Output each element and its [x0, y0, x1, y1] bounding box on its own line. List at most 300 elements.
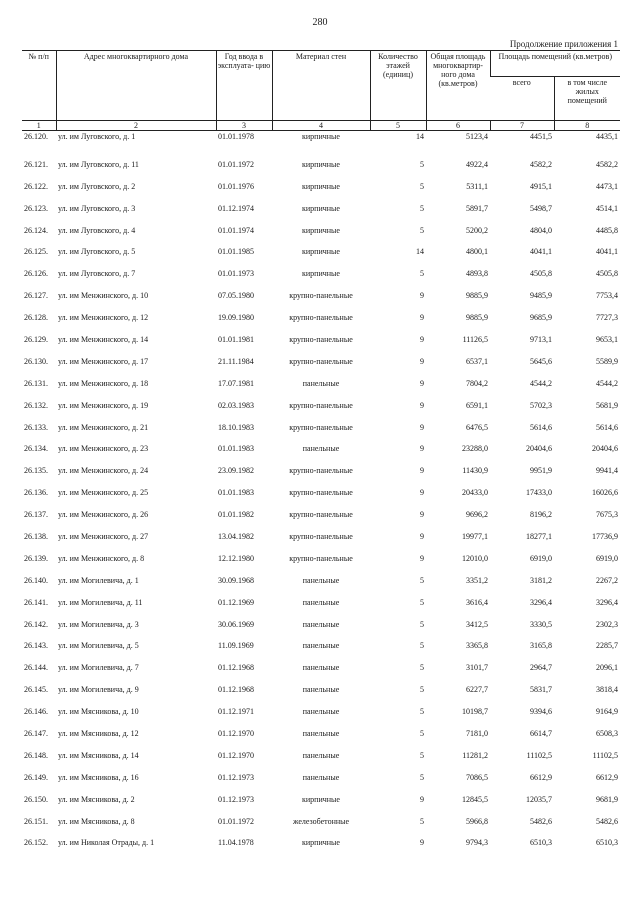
year-cell: 01.01.1981: [218, 334, 254, 344]
year-cell: 01.01.1983: [218, 488, 254, 498]
material-cell: крупно-панельные: [289, 400, 353, 410]
premises-residential-cell: 6508,3: [596, 728, 619, 738]
year-cell: 01.01.1978: [218, 132, 254, 141]
year-cell: 13.04.1982: [218, 531, 254, 541]
address-cell: ул. им Мясникова, д. 8: [58, 816, 135, 826]
premises-residential-cell: 9164,9: [596, 707, 619, 717]
premises-all-cell: 4915,1: [530, 181, 552, 191]
row-number: 26.128.: [24, 313, 48, 323]
header-floors: Количество этажей (единиц): [370, 51, 426, 121]
address-cell: ул. им Менжинского, д. 17: [58, 356, 149, 366]
premises-all-cell: 5498,7: [530, 203, 552, 213]
total-area-cell: 3351,2: [466, 575, 488, 585]
floors-cell: 5: [420, 728, 424, 738]
premises-all-cell: 6614,7: [530, 728, 552, 738]
address-cell: ул. им Луговского, д. 2: [58, 181, 136, 191]
row-number: 26.142.: [24, 619, 48, 629]
address-cell: ул. им Могилевича, д. 11: [58, 597, 143, 607]
address-cell: ул. им Луговского, д. 11: [58, 159, 139, 169]
header-num: № п/п: [22, 51, 56, 121]
row-number: 26.137.: [24, 510, 48, 520]
total-area-cell: 3101,7: [466, 663, 488, 673]
table-row: [22, 767, 620, 789]
floors-cell: 5: [420, 750, 424, 760]
total-area-cell: 5891,7: [466, 203, 488, 213]
floors-cell: 9: [420, 356, 424, 366]
table-row: [22, 307, 620, 329]
year-cell: 01.01.1983: [218, 444, 254, 454]
year-cell: 01.01.1982: [218, 510, 254, 520]
column-number: 6: [426, 121, 490, 131]
premises-residential-cell: 4505,8: [596, 269, 619, 279]
table-row: [22, 504, 620, 526]
premises-all-cell: 12035,7: [526, 794, 552, 804]
floors-cell: 5: [420, 269, 424, 279]
premises-residential-cell: 4041,1: [596, 247, 619, 257]
column-number: 3: [216, 121, 272, 131]
premises-residential-cell: 6919,0: [596, 553, 619, 563]
row-number: 26.147.: [24, 728, 48, 738]
total-area-cell: 5311,1: [466, 181, 488, 191]
table-row: [22, 417, 620, 439]
row-number: 26.125.: [24, 247, 48, 257]
table-row: [22, 241, 620, 263]
year-cell: 02.03.1983: [218, 400, 254, 410]
address-cell: ул. им Луговского, д. 3: [58, 203, 136, 213]
premises-all-cell: 9394,6: [530, 707, 552, 717]
address-cell: ул. им Луговского, д. 1: [58, 132, 136, 141]
year-cell: 01.12.1970: [218, 750, 254, 760]
apartment-buildings-table: [22, 50, 620, 854]
total-area-cell: 7804,2: [466, 378, 488, 388]
row-number: 26.151.: [24, 816, 48, 826]
row-number: 26.133.: [24, 422, 48, 432]
table-row: [22, 745, 620, 767]
material-cell: панельные: [302, 663, 340, 673]
total-area-cell: 9885,9: [466, 313, 488, 323]
address-cell: ул. им Менжинского, д. 24: [58, 466, 149, 476]
floors-cell: 9: [420, 378, 424, 388]
total-area-cell: 5123,4: [466, 132, 488, 141]
floors-cell: 14: [416, 132, 424, 141]
total-area-cell: 23288,0: [462, 444, 488, 454]
year-cell: 01.12.1970: [218, 728, 254, 738]
row-number: 26.130.: [24, 356, 48, 366]
premises-residential-cell: 5614,6: [596, 422, 619, 432]
total-area-cell: 7086,5: [466, 772, 488, 782]
address-cell: ул. им Мясникова, д. 12: [58, 728, 139, 738]
floors-cell: 9: [420, 313, 424, 323]
row-number: 26.136.: [24, 488, 48, 498]
table-row: [22, 526, 620, 548]
premises-residential-cell: 5589,9: [596, 356, 619, 366]
material-cell: крупно-панельные: [289, 553, 353, 563]
premises-residential-cell: 7753,4: [596, 291, 619, 301]
premises-all-cell: 9713,1: [530, 334, 552, 344]
year-cell: 01.01.1976: [218, 181, 254, 191]
table-row: [22, 198, 620, 220]
floors-cell: 9: [420, 838, 424, 848]
address-cell: ул. им Мясникова, д. 16: [58, 772, 139, 782]
floors-cell: 5: [420, 225, 424, 235]
row-number: 26.138.: [24, 531, 48, 541]
material-cell: кирпичные: [302, 247, 340, 257]
material-cell: крупно-панельные: [289, 510, 353, 520]
address-cell: ул. им Могилевича, д. 3: [58, 619, 139, 629]
floors-cell: 5: [420, 619, 424, 629]
premises-residential-cell: 2096,1: [596, 663, 619, 673]
floors-cell: 5: [420, 575, 424, 585]
premises-all-cell: 9485,9: [530, 291, 552, 301]
address-cell: ул. им Могилевича, д. 9: [58, 685, 139, 695]
year-cell: 11.09.1969: [218, 641, 254, 651]
address-cell: ул. им Мясникова, д. 10: [58, 707, 139, 717]
row-number: 26.139.: [24, 553, 48, 563]
total-area-cell: 3365,8: [466, 641, 488, 651]
premises-all-cell: 9685,9: [530, 313, 552, 323]
total-area-cell: 4800,1: [466, 247, 488, 257]
premises-residential-cell: 9941,4: [596, 466, 619, 476]
year-cell: 01.01.1974: [218, 225, 254, 235]
total-area-cell: 11126,5: [462, 334, 488, 344]
table-row: [22, 460, 620, 482]
table-row: [22, 811, 620, 833]
total-area-cell: 9885,9: [466, 291, 488, 301]
address-cell: ул. им Менжинского, д. 23: [58, 444, 149, 454]
address-cell: ул. им Менжинского, д. 19: [58, 400, 149, 410]
row-number: 26.148.: [24, 750, 48, 760]
row-number: 26.122.: [24, 181, 48, 191]
floors-cell: 5: [420, 663, 424, 673]
premises-all-cell: 4505,8: [530, 269, 552, 279]
premises-residential-cell: 16026,6: [592, 488, 619, 498]
material-cell: кирпичные: [302, 159, 340, 169]
total-area-cell: 20433,0: [462, 488, 488, 498]
premises-residential-cell: 5482,6: [596, 816, 619, 826]
total-area-cell: 9696,2: [466, 510, 488, 520]
table-row: [22, 614, 620, 636]
address-cell: ул. им Менжинского, д. 27: [58, 531, 149, 541]
premises-all-cell: 3296,4: [530, 597, 552, 607]
row-number: 26.140.: [24, 575, 48, 585]
row-number: 26.123.: [24, 203, 48, 213]
premises-residential-cell: 4435,1: [596, 132, 619, 141]
year-cell: 01.12.1973: [218, 772, 254, 782]
total-area-cell: 9794,3: [466, 838, 488, 848]
year-cell: 01.12.1969: [218, 597, 254, 607]
year-cell: 07.05.1980: [218, 291, 254, 301]
floors-cell: 9: [420, 400, 424, 410]
material-cell: панельные: [302, 619, 340, 629]
floors-cell: 9: [420, 466, 424, 476]
row-number: 26.129.: [24, 334, 48, 344]
premises-all-cell: 5645,6: [530, 356, 552, 366]
floors-cell: 9: [420, 291, 424, 301]
year-cell: 30.09.1968: [218, 575, 254, 585]
floors-cell: 5: [420, 772, 424, 782]
address-cell: ул. им Менжинского, д. 14: [58, 334, 149, 344]
total-area-cell: 5200,2: [466, 225, 488, 235]
table-row: [22, 131, 620, 154]
header-premises-group: Площадь помещений (кв.метров): [490, 51, 620, 77]
premises-residential-cell: 11102,5: [592, 750, 619, 760]
floors-cell: 9: [420, 444, 424, 454]
premises-all-cell: 4041,1: [530, 247, 552, 257]
premises-residential-cell: 9653,1: [596, 334, 619, 344]
premises-all-cell: 5482,6: [530, 816, 552, 826]
column-number: 2: [56, 121, 216, 131]
year-cell: 01.01.1972: [218, 159, 254, 169]
premises-residential-cell: 20404,6: [592, 444, 619, 454]
premises-residential-cell: 2302,3: [596, 619, 619, 629]
row-number: 26.126.: [24, 269, 48, 279]
address-cell: ул. им Менжинского, д. 21: [58, 422, 149, 432]
row-number: 26.152.: [24, 838, 48, 848]
total-area-cell: 10198,7: [462, 707, 488, 717]
row-number: 26.132.: [24, 400, 48, 410]
premises-all-cell: 3181,2: [530, 575, 552, 585]
material-cell: панельные: [302, 728, 340, 738]
total-area-cell: 6591,1: [466, 400, 488, 410]
year-cell: 19.09.1980: [218, 313, 254, 323]
material-cell: железобетонные: [292, 816, 350, 826]
header-total-area: Общая площадь многоквартир- ного дома (кв.метров): [426, 51, 490, 121]
premises-all-cell: 18277,1: [526, 531, 552, 541]
table-row: [22, 789, 620, 811]
premises-residential-cell: 5681,9: [596, 400, 619, 410]
floors-cell: 9: [420, 531, 424, 541]
row-number: 26.121.: [24, 159, 48, 169]
year-cell: 01.12.1973: [218, 794, 254, 804]
floors-cell: 5: [420, 597, 424, 607]
material-cell: кирпичные: [302, 181, 340, 191]
table-row: [22, 635, 620, 657]
premises-residential-cell: 2267,2: [596, 575, 619, 585]
premises-all-cell: 5702,3: [530, 400, 552, 410]
premises-all-cell: 4804,0: [530, 225, 552, 235]
premises-all-cell: 17433,0: [526, 488, 552, 498]
total-area-cell: 4893,8: [466, 269, 488, 279]
floors-cell: 5: [420, 159, 424, 169]
material-cell: панельные: [302, 641, 340, 651]
year-cell: 23.09.1982: [218, 466, 254, 476]
row-number: 26.150.: [24, 794, 48, 804]
material-cell: кирпичные: [302, 225, 340, 235]
total-area-cell: 7181,0: [466, 728, 488, 738]
premises-residential-cell: 6510,3: [596, 838, 619, 848]
material-cell: крупно-панельные: [289, 422, 353, 432]
premises-residential-cell: 4473,1: [596, 181, 619, 191]
header-material: Материал стен: [272, 51, 370, 121]
floors-cell: 5: [420, 181, 424, 191]
address-cell: ул. им Могилевича, д. 7: [58, 663, 139, 673]
table-row: [22, 570, 620, 592]
header-premises-residential: в том числе жилых помещений: [554, 77, 620, 121]
row-number: 26.146.: [24, 707, 48, 717]
material-cell: кирпичные: [302, 794, 340, 804]
address-cell: ул. им Менжинского, д. 18: [58, 378, 149, 388]
material-cell: крупно-панельные: [289, 488, 353, 498]
premises-residential-cell: 6612,9: [596, 772, 619, 782]
address-cell: ул. им Мясникова, д. 14: [58, 750, 139, 760]
year-cell: 01.01.1973: [218, 269, 254, 279]
floors-cell: 5: [420, 203, 424, 213]
address-cell: ул. им Луговского, д. 5: [58, 247, 136, 257]
material-cell: панельные: [302, 444, 340, 454]
premises-all-cell: 6510,3: [530, 838, 552, 848]
floors-cell: 5: [420, 685, 424, 695]
total-area-cell: 3412,5: [466, 619, 488, 629]
column-number: 5: [370, 121, 426, 131]
year-cell: 17.07.1981: [218, 378, 254, 388]
table-row: [22, 176, 620, 198]
row-number: 26.134.: [24, 444, 48, 454]
total-area-cell: 19977,1: [462, 531, 488, 541]
table-row: [22, 657, 620, 679]
material-cell: панельные: [302, 772, 340, 782]
row-number: 26.144.: [24, 663, 48, 673]
premises-all-cell: 8196,2: [530, 510, 552, 520]
table-row: [22, 373, 620, 395]
year-cell: 01.01.1985: [218, 247, 254, 257]
column-number: 1: [22, 121, 56, 131]
material-cell: крупно-панельные: [289, 313, 353, 323]
total-area-cell: 11281,2: [462, 750, 488, 760]
continuation-note: Продолжение приложения 1: [509, 39, 618, 49]
total-area-cell: 12010,0: [462, 553, 488, 563]
floors-cell: 9: [420, 422, 424, 432]
material-cell: крупно-панельные: [289, 356, 353, 366]
row-number: 26.131.: [24, 378, 48, 388]
year-cell: 01.12.1974: [218, 203, 254, 213]
address-cell: ул. им Николая Отрады, д. 1: [58, 838, 155, 848]
material-cell: кирпичные: [302, 132, 340, 141]
material-cell: панельные: [302, 685, 340, 695]
row-number: 26.120.: [24, 132, 48, 141]
material-cell: панельные: [302, 707, 340, 717]
premises-all-cell: 6919,0: [530, 553, 552, 563]
table-row: [22, 285, 620, 307]
floors-cell: 9: [420, 794, 424, 804]
total-area-cell: 5966,8: [466, 816, 488, 826]
row-number: 26.124.: [24, 225, 48, 235]
address-cell: ул. им Менжинского, д. 10: [58, 291, 149, 301]
header-address: Адрес многоквартирного дома: [56, 51, 216, 121]
total-area-cell: 11430,9: [462, 466, 488, 476]
premises-residential-cell: 7675,3: [596, 510, 619, 520]
table-row: [22, 395, 620, 417]
year-cell: 01.01.1972: [218, 816, 254, 826]
premises-residential-cell: 4514,1: [596, 203, 619, 213]
column-number: 8: [554, 121, 620, 131]
premises-all-cell: 5831,7: [530, 685, 552, 695]
material-cell: панельные: [302, 575, 340, 585]
address-cell: ул. им Луговского, д. 4: [58, 225, 136, 235]
material-cell: крупно-панельные: [289, 334, 353, 344]
floors-cell: 5: [420, 816, 424, 826]
table-row: [22, 438, 620, 460]
material-cell: крупно-панельные: [289, 466, 353, 476]
year-cell: 01.12.1971: [218, 707, 254, 717]
premises-residential-cell: 4582,2: [596, 159, 619, 169]
floors-cell: 9: [420, 553, 424, 563]
column-number: 7: [490, 121, 554, 131]
premises-all-cell: 3165,8: [530, 641, 552, 651]
table-row: [22, 548, 620, 570]
material-cell: кирпичные: [302, 203, 340, 213]
year-cell: 11.04.1978: [218, 838, 254, 848]
table-row: [22, 592, 620, 614]
row-number: 26.141.: [24, 597, 48, 607]
premises-all-cell: 2964,7: [530, 663, 552, 673]
table-row: [22, 833, 620, 855]
total-area-cell: 6227,7: [466, 685, 488, 695]
premises-residential-cell: 4544,2: [596, 378, 619, 388]
premises-all-cell: 11102,5: [526, 750, 552, 760]
page-number: 280: [312, 17, 328, 28]
premises-all-cell: 5614,6: [530, 422, 552, 432]
table-row: [22, 351, 620, 373]
row-number: 26.127.: [24, 291, 48, 301]
table-row: [22, 329, 620, 351]
year-cell: 01.12.1968: [218, 685, 254, 695]
material-cell: кирпичные: [302, 269, 340, 279]
premises-residential-cell: 9681,9: [596, 794, 619, 804]
address-cell: ул. им Луговского, д. 7: [58, 269, 136, 279]
floors-cell: 9: [420, 510, 424, 520]
floors-cell: 5: [420, 641, 424, 651]
premises-residential-cell: 17736,9: [592, 531, 619, 541]
premises-all-cell: 3330,5: [530, 619, 552, 629]
header-year: Год ввода в эксплуата- цию: [216, 51, 272, 121]
premises-residential-cell: 4485,8: [596, 225, 619, 235]
address-cell: ул. им Менжинского, д. 8: [58, 553, 145, 563]
premises-residential-cell: 3296,4: [596, 597, 619, 607]
year-cell: 30.06.1969: [218, 619, 254, 629]
year-cell: 18.10.1983: [218, 422, 254, 432]
year-cell: 21.11.1984: [218, 356, 254, 366]
table-row: [22, 723, 620, 745]
header-premises-all: всего: [512, 78, 531, 87]
table-row: [22, 701, 620, 723]
table-row: [22, 263, 620, 285]
premises-all-cell: 4544,2: [530, 378, 552, 388]
material-cell: крупно-панельные: [289, 291, 353, 301]
material-cell: панельные: [302, 750, 340, 760]
floors-cell: 5: [420, 707, 424, 717]
total-area-cell: 3616,4: [466, 597, 488, 607]
year-cell: 12.12.1980: [218, 553, 254, 563]
table-row: [22, 220, 620, 242]
total-area-cell: 6537,1: [466, 356, 488, 366]
row-number: 26.149.: [24, 772, 48, 782]
material-cell: панельные: [302, 378, 340, 388]
premises-all-cell: 6612,9: [530, 772, 552, 782]
premises-all-cell: 9951,9: [530, 466, 552, 476]
address-cell: ул. им Менжинского, д. 26: [58, 510, 149, 520]
premises-residential-cell: 7727,3: [596, 313, 619, 323]
premises-all-cell: 20404,6: [526, 444, 552, 454]
premises-all-cell: 4582,2: [530, 159, 552, 169]
year-cell: 01.12.1968: [218, 663, 254, 673]
address-cell: ул. им Менжинского, д. 25: [58, 488, 149, 498]
address-cell: ул. им Могилевича, д. 1: [58, 575, 139, 585]
premises-residential-cell: 2285,7: [596, 641, 619, 651]
row-number: 26.135.: [24, 466, 48, 476]
row-number: 26.145.: [24, 685, 48, 695]
total-area-cell: 6476,5: [466, 422, 488, 432]
row-number: 26.143.: [24, 641, 48, 651]
